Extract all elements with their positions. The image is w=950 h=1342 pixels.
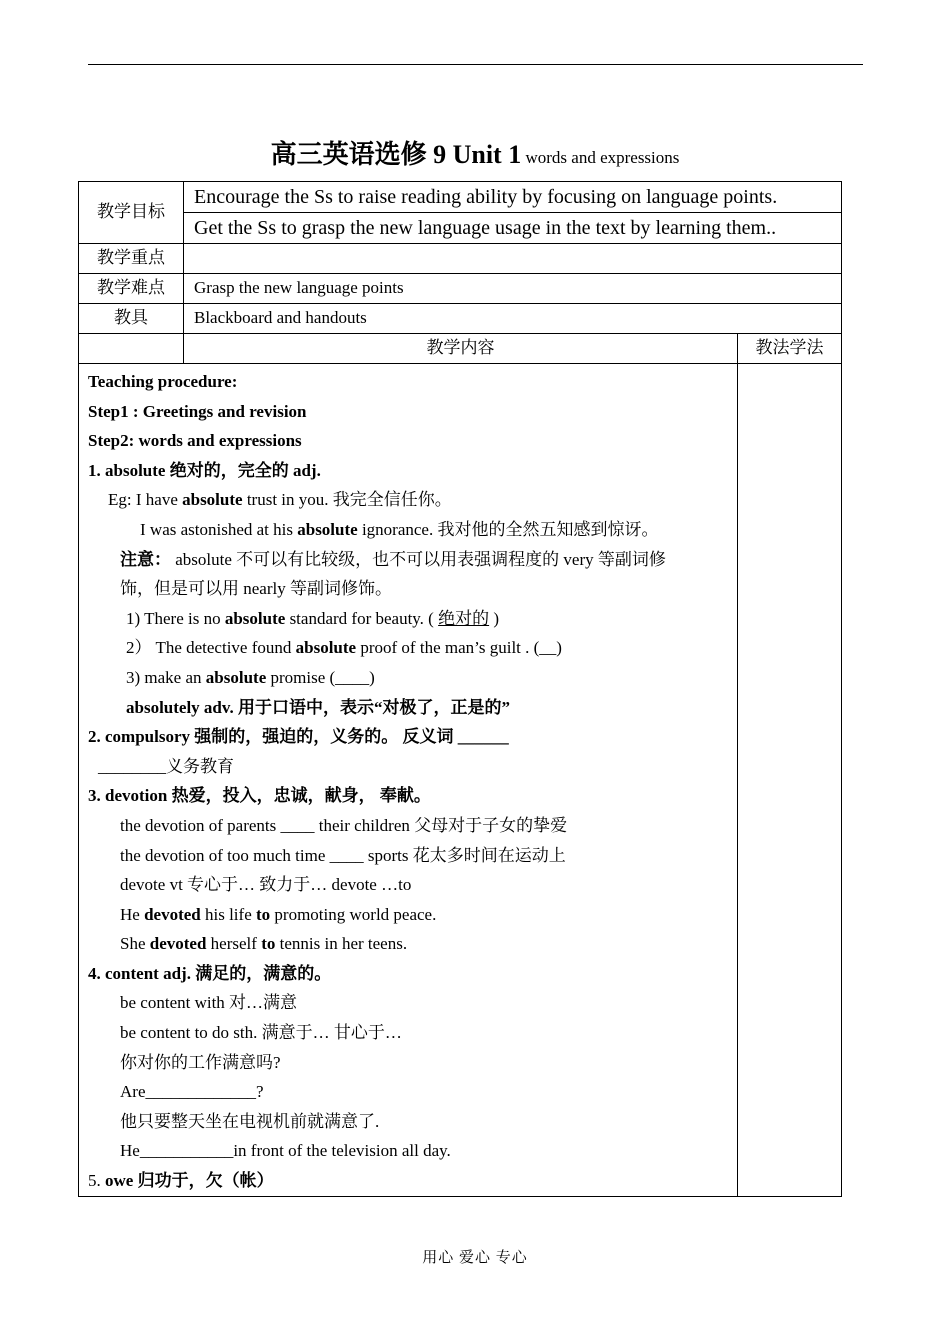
word-1-exercise-3 xyxy=(88,663,737,693)
text-segment: herself xyxy=(206,934,262,954)
page-title xyxy=(0,134,950,171)
word-4-line-1: be content with 对…满意 xyxy=(120,993,298,1013)
tools-label: 教具 xyxy=(79,304,184,334)
objectives-label: 教学目标 xyxy=(79,182,184,244)
content-header: 教学内容 xyxy=(184,334,738,364)
text-segment: his life xyxy=(200,904,256,924)
content-row xyxy=(79,364,842,1197)
method-cell xyxy=(738,364,842,1197)
page-footer: 用心 爱心 专心 xyxy=(422,1250,528,1266)
text-segment: 3) make an xyxy=(126,667,206,687)
objectives-row-2 xyxy=(79,213,842,244)
keyword: to xyxy=(256,904,271,924)
text-segment: promise (____) xyxy=(266,667,375,687)
word-2-heading: 2. compulsory 强制的，强迫的，义务的。 反义词 ______ xyxy=(88,727,509,747)
text-segment: proof of the man’s guilt . (__) xyxy=(356,638,562,658)
word-4-heading: 4. content adj. 满足的，满意的。 xyxy=(88,963,332,983)
word-1-example-1 xyxy=(88,485,737,515)
word-1-example-2 xyxy=(88,515,737,545)
header-rule xyxy=(88,64,863,65)
objective-2: Get the Ss to grasp the new language usage in the text by learning them.. xyxy=(184,213,842,244)
word-1-note xyxy=(88,545,737,575)
keyword: absolute xyxy=(295,638,357,658)
word-4-line-3: 你对你的工作满意吗? xyxy=(120,1052,281,1072)
answer-text: 绝对的 xyxy=(438,608,490,628)
difficulties-label: 教学难点 xyxy=(79,274,184,304)
text-segment: He xyxy=(120,904,145,924)
word-1-exercise-2 xyxy=(88,633,737,663)
difficulties-value: Grasp the new language points xyxy=(184,274,842,304)
word-3-line-5 xyxy=(88,929,737,959)
keyword: absolute xyxy=(182,490,243,510)
title-subtitle: words and expressions xyxy=(521,148,680,167)
objective-1: Encourage the Ss to raise reading ability by focusing on language points. xyxy=(184,182,842,213)
method-header: 教法学法 xyxy=(738,334,842,364)
content-header-row xyxy=(79,334,842,364)
text-segment: ) xyxy=(489,608,500,628)
blank-header-cell xyxy=(79,334,184,364)
text-segment: I was astonished at his xyxy=(140,519,298,539)
tools-row xyxy=(79,304,842,334)
note-label: 注意： xyxy=(120,549,171,569)
lesson-plan-table xyxy=(78,181,842,1197)
text-segment: standard for beauty. ( xyxy=(285,608,439,628)
text-segment: ignorance. 我对他的全然五知感到惊讶。 xyxy=(357,519,659,539)
text-segment: absolute 不可以有比较级，也不可以用表强调程度的 very 等副词修 xyxy=(171,549,666,569)
text-segment: tennis in her teens. xyxy=(275,934,408,954)
keyword: absolute xyxy=(224,608,286,628)
keyword: to xyxy=(261,934,276,954)
word-3-line-3: devote vt 专心于… 致力于… devote …to xyxy=(120,875,412,895)
word-5-heading xyxy=(88,1166,737,1196)
key-points-label: 教学重点 xyxy=(79,244,184,274)
word-4-line-5: 他只要整天坐在电视机前就满意了. xyxy=(120,1111,380,1131)
tools-value: Blackboard and handouts xyxy=(184,304,842,334)
text-segment: 1) There is no xyxy=(126,608,225,628)
teaching-content-cell xyxy=(79,364,738,1197)
keyword: absolute xyxy=(297,519,358,539)
objectives-row xyxy=(79,182,842,213)
word-2-line: ________义务教育 xyxy=(98,756,234,776)
word-1-note-cont: 饰，但是可以用 nearly 等副词修饰。 xyxy=(120,579,392,599)
word-1-heading: 1. absolute 绝对的，完全的 adj. xyxy=(88,460,321,480)
word-3-line-2: the devotion of too much time ____ sports 花太多时间在运动上 xyxy=(120,845,566,865)
difficulties-row xyxy=(79,274,842,304)
procedure-heading: Teaching procedure: xyxy=(88,372,238,391)
word-1-adverb: absolutely adv. 用于口语中，表示“对极了，正是的” xyxy=(126,697,510,717)
word-4-line-2: be content to do sth. 满意于… 甘心于… xyxy=(120,1023,402,1043)
text-segment: She xyxy=(120,934,150,954)
word-3-line-4 xyxy=(88,900,737,930)
word-4-line-4: Are_____________? xyxy=(120,1082,264,1102)
word-3-heading: 3. devotion 热爱，投入，忠诚，献身， 奉献。 xyxy=(88,786,431,806)
title-main: 高三英语选修 9 Unit 1 xyxy=(270,140,522,169)
keyword: devoted xyxy=(144,904,201,924)
key-points-row xyxy=(79,244,842,274)
text-segment: trust in you. 我完全信任你。 xyxy=(242,490,452,510)
word-1-exercise-1 xyxy=(88,604,737,634)
word-4-line-6: He___________in front of the television all day. xyxy=(120,1141,451,1161)
keyword: owe 归功于，欠（帐） xyxy=(105,1171,274,1191)
text-segment: promoting world peace. xyxy=(270,904,437,924)
text-segment: 2） The detective found xyxy=(126,638,296,658)
key-points-value xyxy=(184,244,842,274)
item-number: 5. xyxy=(88,1171,105,1191)
keyword: absolute xyxy=(205,667,267,687)
step2-heading: Step2: words and expressions xyxy=(88,431,302,451)
text-segment: Eg: I have xyxy=(108,490,183,510)
word-3-line-1: the devotion of parents ____ their children 父母对于子女的挚爱 xyxy=(120,815,568,835)
step1-heading: Step1 : Greetings and revision xyxy=(88,401,307,421)
keyword: devoted xyxy=(149,934,207,954)
